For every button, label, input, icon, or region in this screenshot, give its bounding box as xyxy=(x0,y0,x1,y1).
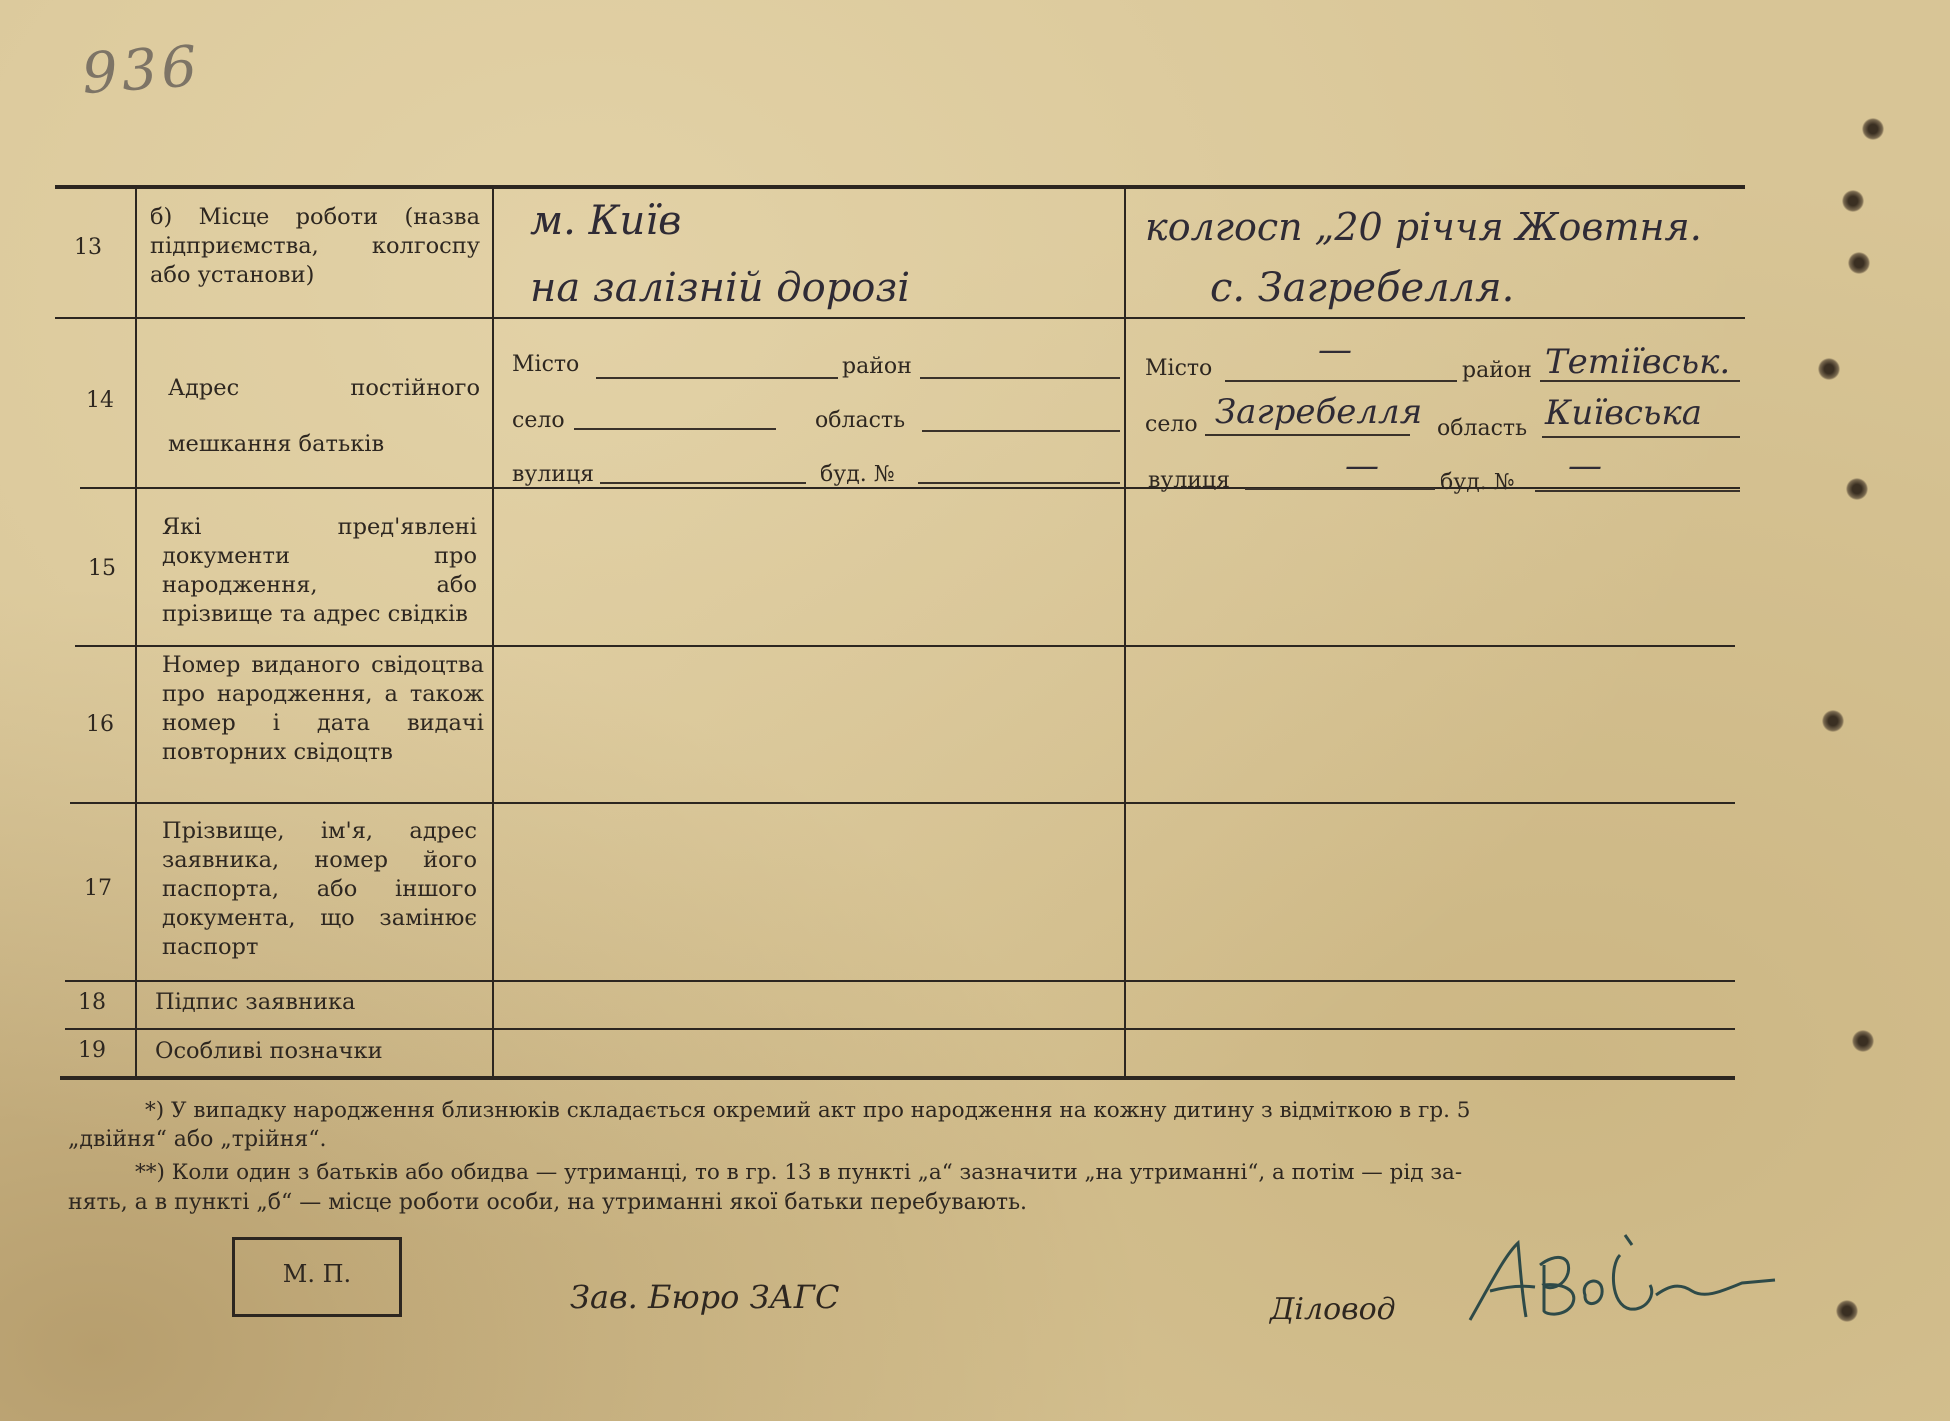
region-label: область xyxy=(1437,416,1528,441)
punch-hole xyxy=(1842,190,1864,212)
row-label-applicant-signature: Підпис заявника xyxy=(155,989,356,1015)
building-label: буд. № xyxy=(820,462,895,487)
district-value: Тетіївськ. xyxy=(1545,342,1731,382)
stamp-box xyxy=(232,1237,402,1317)
work-place-col1-line1: м. Київ xyxy=(530,198,682,244)
row-label-documents: Які пред'явлені документи про народження, або прізвище та адрес свідків xyxy=(162,514,477,627)
row-label-special-notes: Особливі позначки xyxy=(155,1038,383,1064)
footnote-dependents-line1: **) Коли один з батьків або обидва — утриманці, то в гр. 13 в пункті „а“ зазначити „на утриманні“, а потім — рід за- xyxy=(135,1160,1463,1185)
table-bottom-rule xyxy=(60,1076,1735,1080)
row-label-certificate-number: Номер виданого свідоцтва про народження, а також номер і дата видачі повторних свідоцтв xyxy=(162,652,484,765)
city-label: Місто xyxy=(1145,356,1213,381)
punch-hole xyxy=(1846,478,1868,500)
row-rule xyxy=(70,802,1735,804)
building-line xyxy=(918,482,1120,484)
city-label: Місто xyxy=(512,352,580,377)
row-rule xyxy=(65,1028,1735,1030)
village-value: Загребелля xyxy=(1215,392,1423,432)
building-label: буд. № xyxy=(1440,470,1515,495)
building-value: — xyxy=(1568,446,1602,486)
street-label: вулиця xyxy=(1148,468,1230,493)
region-line xyxy=(1542,436,1740,438)
row-rule xyxy=(55,317,1745,319)
city-line xyxy=(1225,380,1457,382)
city-value: — xyxy=(1318,330,1352,370)
footnote-twins-line1: *) У випадку народження близнюків складається окремий акт про народження на кожну дитину з відміткою в гр. 5 xyxy=(145,1098,1471,1123)
village-label: село xyxy=(1145,412,1198,437)
punch-hole xyxy=(1852,1030,1874,1052)
row-number: 13 xyxy=(74,235,102,260)
row-number: 15 xyxy=(88,556,116,581)
punch-hole xyxy=(1822,710,1844,732)
street-line xyxy=(1245,488,1435,490)
building-line xyxy=(1535,490,1740,492)
row-label-work-place: б) Місце роботи (назва підприємства, колгоспу або установи) xyxy=(150,204,480,288)
street-line xyxy=(600,482,806,484)
village-line xyxy=(1205,434,1410,436)
punch-hole xyxy=(1818,358,1840,380)
region-value: Київська xyxy=(1545,393,1703,433)
punch-hole xyxy=(1862,118,1884,140)
footnote-dependents-line2: нять, а в пункті „б“ — місце роботи особи, на утриманні якої батьки перебувають. xyxy=(68,1190,1028,1215)
archive-number: 936 xyxy=(79,33,204,108)
row-label-address: Адрес постійного мешкання батьків xyxy=(168,375,480,457)
label-col-rule xyxy=(492,187,494,1077)
row-rule xyxy=(75,645,1735,647)
work-place-col1-line2: на залізній дорозі xyxy=(530,265,910,311)
street-value: — xyxy=(1345,446,1379,486)
punch-hole xyxy=(1848,252,1870,274)
district-label: район xyxy=(1462,358,1532,383)
work-place-col2-line2: с. Загребелля. xyxy=(1210,265,1515,311)
row-number: 14 xyxy=(86,388,114,413)
stamp-label: М. П. xyxy=(282,1260,352,1288)
row-label-applicant: Прізвище, ім'я, адрес заявника, номер його паспорта, або іншого документа, що замінює паспорт xyxy=(162,818,477,960)
village-label: село xyxy=(512,408,565,433)
district-label: район xyxy=(842,354,912,379)
num-col-rule xyxy=(135,187,137,1077)
punch-hole xyxy=(1836,1300,1858,1322)
footnote-twins-line2: „двійня“ або „трійня“. xyxy=(68,1127,327,1152)
work-place-col2-line1: колгосп „20 річчя Жовтня. xyxy=(1145,205,1702,249)
region-label: область xyxy=(815,408,906,433)
village-line xyxy=(574,428,776,430)
table-top-rule xyxy=(55,185,1745,189)
row-number: 16 xyxy=(86,712,114,737)
head-title: Зав. Бюро ЗАГС xyxy=(570,1278,840,1316)
mid-col-rule xyxy=(1124,187,1126,1077)
street-label: вулиця xyxy=(512,462,594,487)
clerk-title: Діловод xyxy=(1270,1292,1396,1327)
row-number: 17 xyxy=(84,876,112,901)
district-line xyxy=(920,377,1120,379)
clerk-signature xyxy=(1460,1225,1800,1335)
row-number: 19 xyxy=(78,1038,106,1063)
region-line xyxy=(922,430,1120,432)
city-line xyxy=(596,377,838,379)
row-number: 18 xyxy=(78,990,106,1015)
row-rule xyxy=(65,980,1735,982)
